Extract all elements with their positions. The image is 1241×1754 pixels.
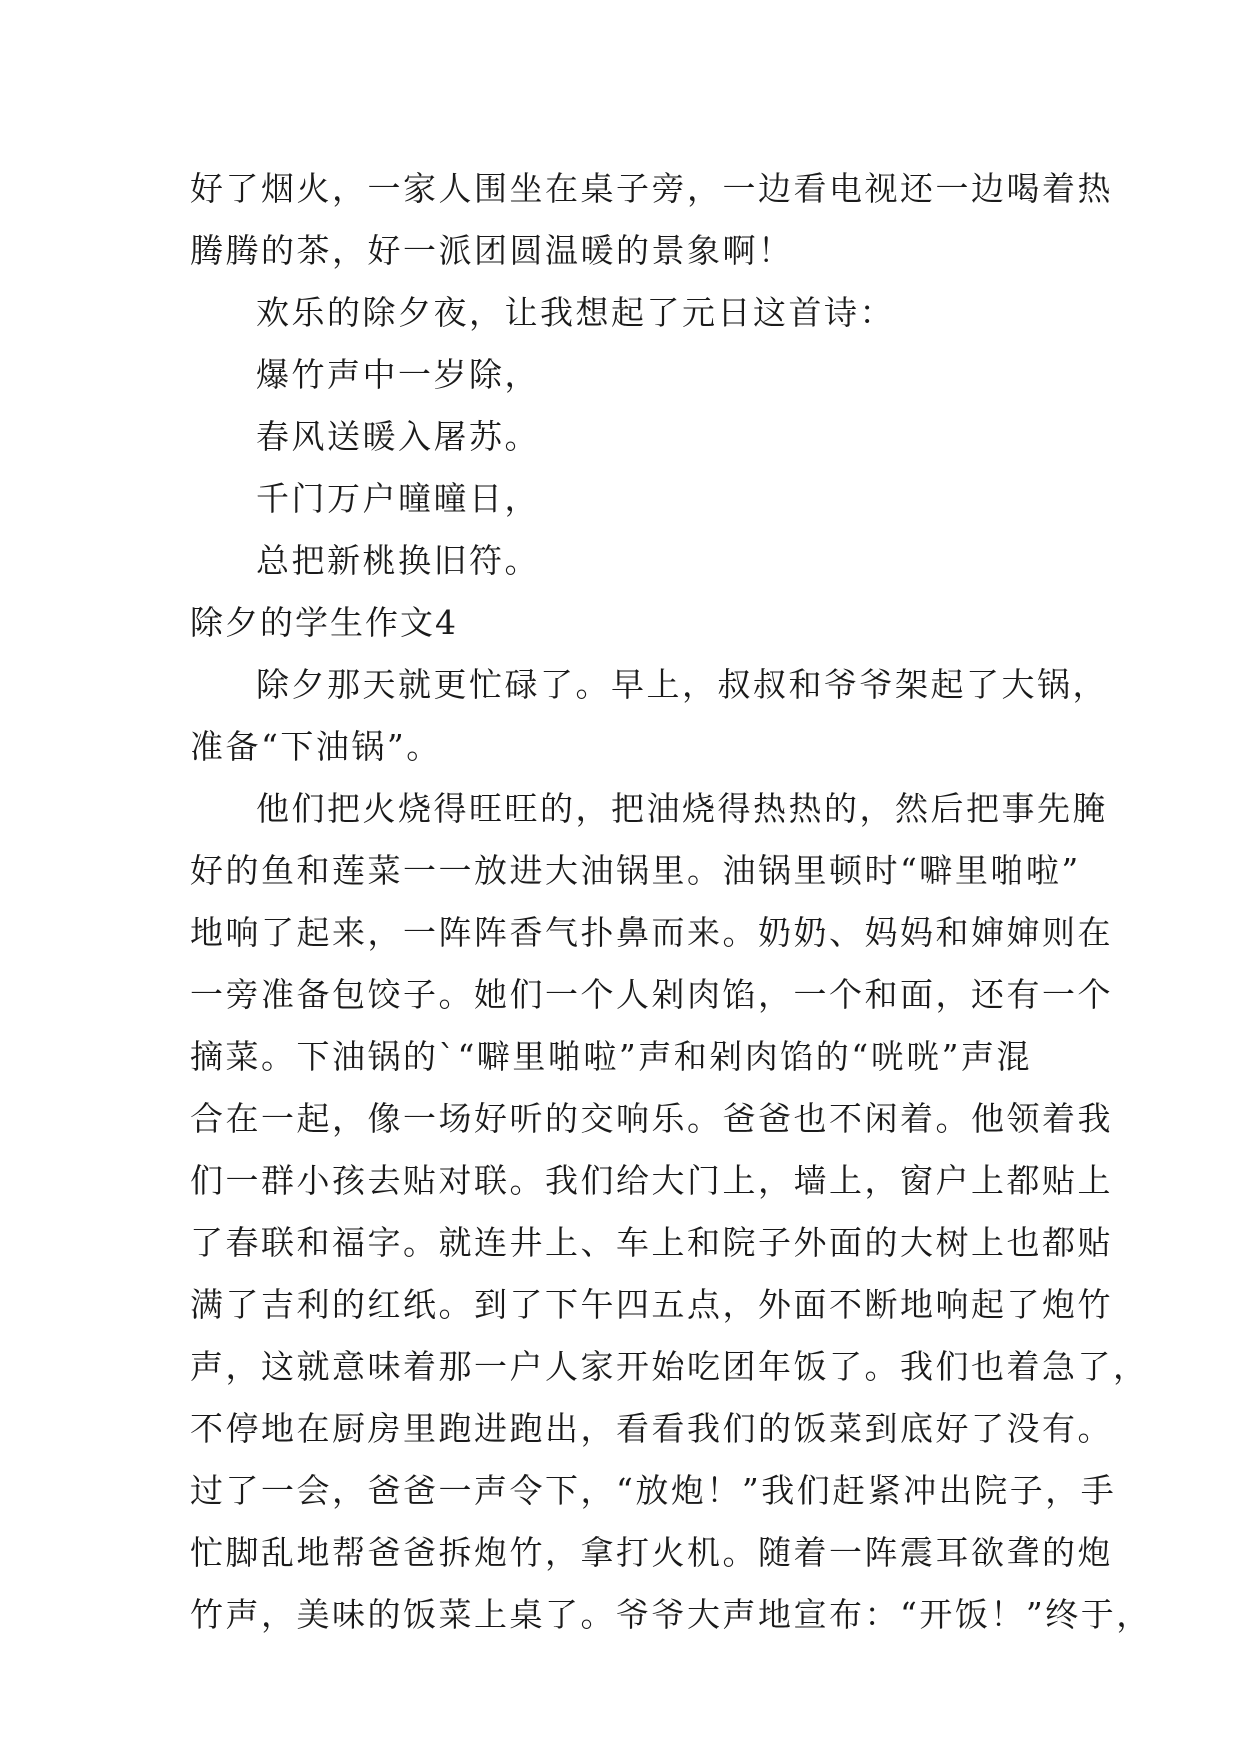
- text-line: 竹声，美味的饭菜上桌了。爷爷大声地宣布：“开饭！”终于，: [190, 1595, 1152, 1634]
- text-line: 过了一会，爸爸一声令下，“放炮！”我们赶紧冲出院子，手: [190, 1471, 1117, 1510]
- text-line: 满了吉利的红纸。到了下午四五点，外面不断地响起了炮竹: [190, 1285, 1113, 1324]
- text-line: 好了烟火，一家人围坐在桌子旁，一边看电视还一边喝着热: [190, 169, 1113, 208]
- text-line: 了春联和福字。就连井上、车上和院子外面的大树上也都贴: [190, 1223, 1113, 1262]
- text-line: 忙脚乱地帮爸爸拆炮竹，拿打火机。随着一阵震耳欲聋的炮: [190, 1533, 1113, 1572]
- text-line: 除夕那天就更忙碌了。早上，叔叔和爷爷架起了大锅，: [256, 665, 1108, 704]
- text-line: 摘菜。下油锅的`“噼里啪啦”声和剁肉馅的“咣咣”声混: [190, 1037, 1032, 1076]
- text-line: 一旁准备包饺子。她们一个人剁肉馅，一个和面，还有一个: [190, 975, 1113, 1014]
- text-line: 合在一起，像一场好听的交响乐。爸爸也不闲着。他领着我: [190, 1099, 1113, 1138]
- text-line: 不停地在厨房里跑进跑出，看看我们的饭菜到底好了没有。: [190, 1409, 1113, 1448]
- text-line: 地响了起来，一阵阵香气扑鼻而来。奶奶、妈妈和婶婶则在: [190, 913, 1113, 952]
- poem-line: 爆竹声中一岁除，: [256, 355, 540, 394]
- text-line: 们一群小孩去贴对联。我们给大门上，墙上，窗户上都贴上: [190, 1161, 1113, 1200]
- document-body: [190, 158, 1152, 1646]
- poem-line: 春风送暖入屠苏。: [256, 417, 540, 456]
- text-line: 欢乐的除夕夜，让我想起了元日这首诗：: [256, 293, 895, 332]
- text-line: 好的鱼和莲菜一一放进大油锅里。油锅里顿时“噼里啪啦”: [190, 851, 1081, 890]
- poem-line: 千门万户曈曈日，: [256, 479, 540, 518]
- poem-line: 总把新桃换旧符。: [256, 541, 540, 580]
- text-line: 声，这就意味着那一户人家开始吃团年饭了。我们也着急了，: [190, 1347, 1149, 1386]
- section-heading: 除夕的学生作文4: [190, 603, 458, 642]
- text-line: 腾腾的茶，好一派团圆温暖的景象啊！: [190, 231, 794, 270]
- text-line: 他们把火烧得旺旺的，把油烧得热热的，然后把事先腌: [256, 789, 1108, 828]
- text-line: 准备“下油锅”。: [190, 727, 442, 766]
